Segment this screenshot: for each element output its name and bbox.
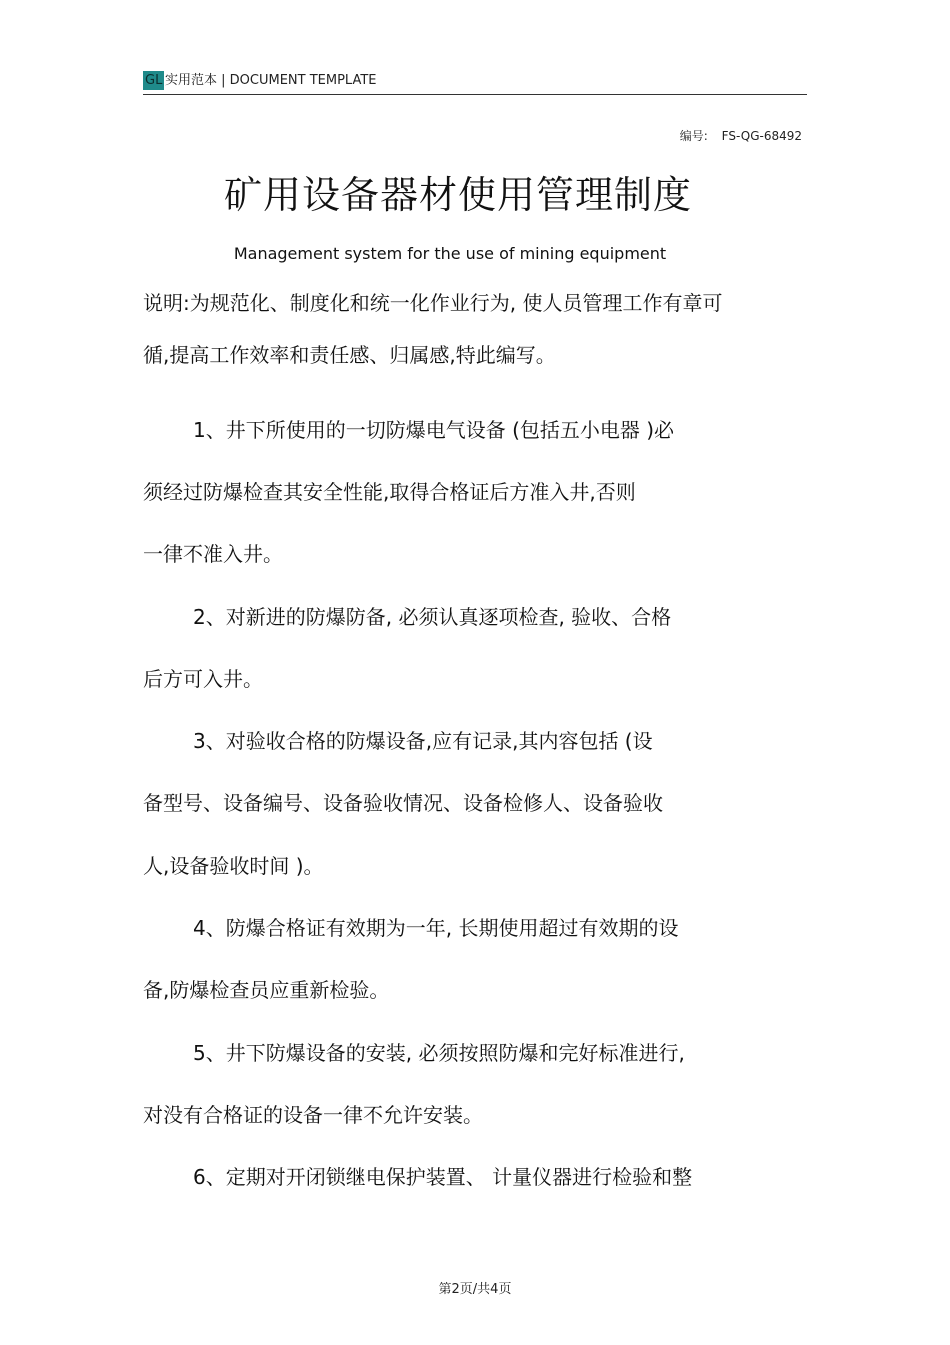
item-3-line-2: 备型号、设备编号、设备验收情况、设备检修人、设备验收 <box>143 791 663 815</box>
item-2-line-1: 2、对新进的防爆防备, 必须认真逐项检查, 验收、合格 <box>193 605 672 629</box>
item-6-line-1: 6、定期对开闭锁继电保护装置、 计量仪器进行检验和整 <box>193 1165 693 1189</box>
item-1-line-3: 一律不准入井。 <box>143 542 283 566</box>
item-5-line-1: 5、井下防爆设备的安装, 必须按照防爆和完好标准进行, <box>193 1041 685 1065</box>
item-2-line-2: 后方可入井。 <box>143 667 263 691</box>
intro-line-1: 说明:为规范化、制度化和统一化作业行为, 使人员管理工作有章可 <box>143 291 723 315</box>
page-header <box>143 68 807 95</box>
item-4-line-1: 4、防爆合格证有效期为一年, 长期使用超过有效期的设 <box>193 916 679 940</box>
document-subtitle: Management system for the use of mining equipment <box>233 244 667 263</box>
item-5-line-2: 对没有合格证的设备一律不允许安装。 <box>143 1103 483 1127</box>
document-number-label: 编号: <box>679 129 708 143</box>
item-1-line-1: 1、井下所使用的一切防爆电气设备 (包括五小电器 )必 <box>193 418 675 442</box>
document-number <box>680 127 802 144</box>
document-number-value: FS-QG-68492 <box>721 129 802 143</box>
item-3-line-3: 人,设备验收时间 )。 <box>143 854 324 878</box>
header-label: 实用范本 | DOCUMENT TEMPLATE <box>165 73 377 88</box>
page-footer: 第2页/共4页 <box>438 1282 512 1297</box>
item-4-line-2: 备,防爆检查员应重新检验。 <box>143 978 390 1002</box>
item-1-line-2: 须经过防爆检查其安全性能,取得合格证后方准入井,否则 <box>143 480 636 504</box>
item-3-line-1: 3、对验收合格的防爆设备,应有记录,其内容包括 (设 <box>193 729 653 753</box>
gl-logo: GL <box>145 73 163 88</box>
document-title: 矿用设备器材使用管理制度 <box>223 173 692 217</box>
intro-line-2: 循,提高工作效率和责任感、归属感,特此编写。 <box>143 343 556 367</box>
